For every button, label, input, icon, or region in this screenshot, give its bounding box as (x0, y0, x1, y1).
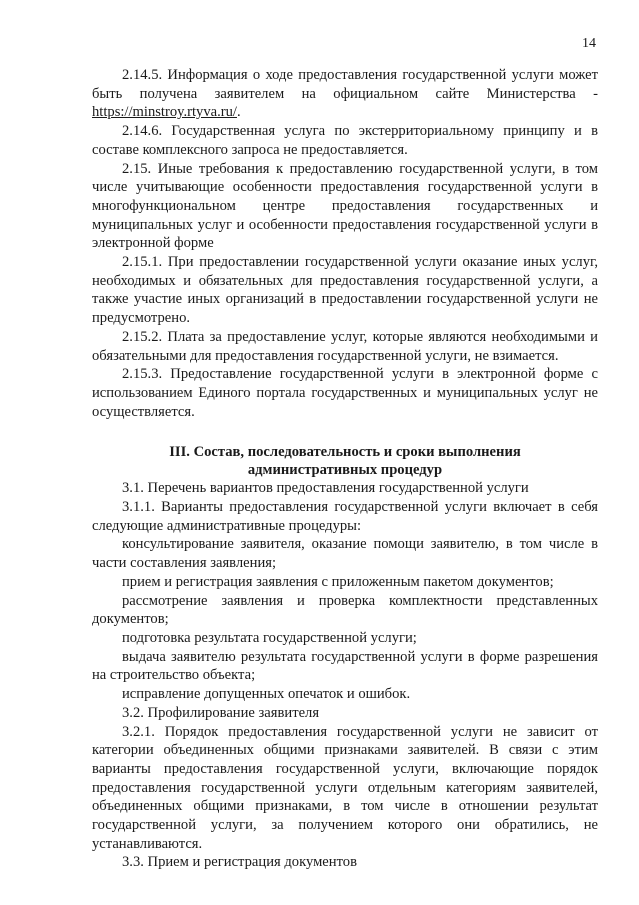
section-heading (92, 443, 598, 479)
ministry-website-link[interactable]: https://minstroy.rtyva.ru/ (92, 104, 237, 121)
paragraph-2-15-3: 2.15.3. Предоставление государственной услуги в электронной форме с использованием Единого портала государственных и муниципальных услуг не осуществляется. (92, 366, 598, 420)
paragraph-2-14-5 (92, 66, 598, 122)
paragraph-2-14-5-text: 2.14.5. Информация о ходе предоставления государственной услуги может быть получена заявителем на официальном сайте Министерства - (92, 67, 598, 102)
procedure-item: подготовка результата государственной услуги; (122, 629, 417, 646)
paragraph-2-14-6: 2.14.6. Государственная услуга по экстерриториальному принципу и в составе комплексного запроса не предоставляется. (92, 123, 598, 158)
paragraph-2-15: 2.15. Иные требования к предоставлению государственной услуги, в том числе учитывающие особенности предоставления государственной услуги в многофункциональном центре предоставления государственных и муниципальных услуг и особенности предоставления государственной услуги в электронной форме (92, 160, 598, 252)
section-heading-line2: административных процедур (247, 462, 443, 479)
procedure-item: рассмотрение заявления и проверка комплектности представленных документов; (92, 592, 598, 628)
procedure-item: прием и регистрация заявления с приложенным пакетом документов; (122, 573, 554, 590)
page-number: 14 (582, 36, 596, 51)
section-heading-line1: III. Состав, последовательность и сроки выполнения (169, 444, 521, 461)
paragraph-3-3: 3.3. Прием и регистрация документов (122, 854, 357, 871)
paragraph-2-15-1: 2.15.1. При предоставлении государственной услуги оказание иных услуг, необходимых и обязательных для предоставления государственной услуги, а также участие иных организаций в предоставлении государственной услуги не предусмотрено. (92, 254, 598, 327)
procedure-item: выдача заявителю результата государственной услуги в форме разрешения на строительство объекта; (92, 648, 598, 684)
procedure-item: исправление допущенных опечаток и ошибок. (122, 686, 411, 703)
paragraph-3-2: 3.2. Профилирование заявителя (122, 704, 320, 721)
document-body (92, 66, 598, 872)
paragraph-3-2-1: 3.2.1. Порядок предоставления государственной услуги не зависит от категории объединенных общими признаками заявителей. В связи с этим варианты предоставления государственной услуги, включающие порядок предоставления государственной услуги отдельным категориям заявителей, объединенных общими признаками, в том числе в отношении результат государственной услуги, за получением которого они обратились, не устанавливаются. (92, 723, 598, 852)
paragraph-2-14-5-end: . (236, 104, 241, 121)
paragraph-3-1: 3.1. Перечень вариантов предоставления государственной услуги (122, 480, 529, 497)
paragraph-3-1-1: 3.1.1. Варианты предоставления государственной услуги включает в себя следующие административные процедуры: (92, 499, 598, 534)
paragraph-2-15-2: 2.15.2. Плата за предоставление услуг, которые являются необходимыми и обязательными для предоставления государственной услуги, не взимается. (92, 328, 598, 364)
procedure-item: консультирование заявителя, оказание помощи заявителю, в том числе в части составления заявления; (92, 536, 598, 572)
